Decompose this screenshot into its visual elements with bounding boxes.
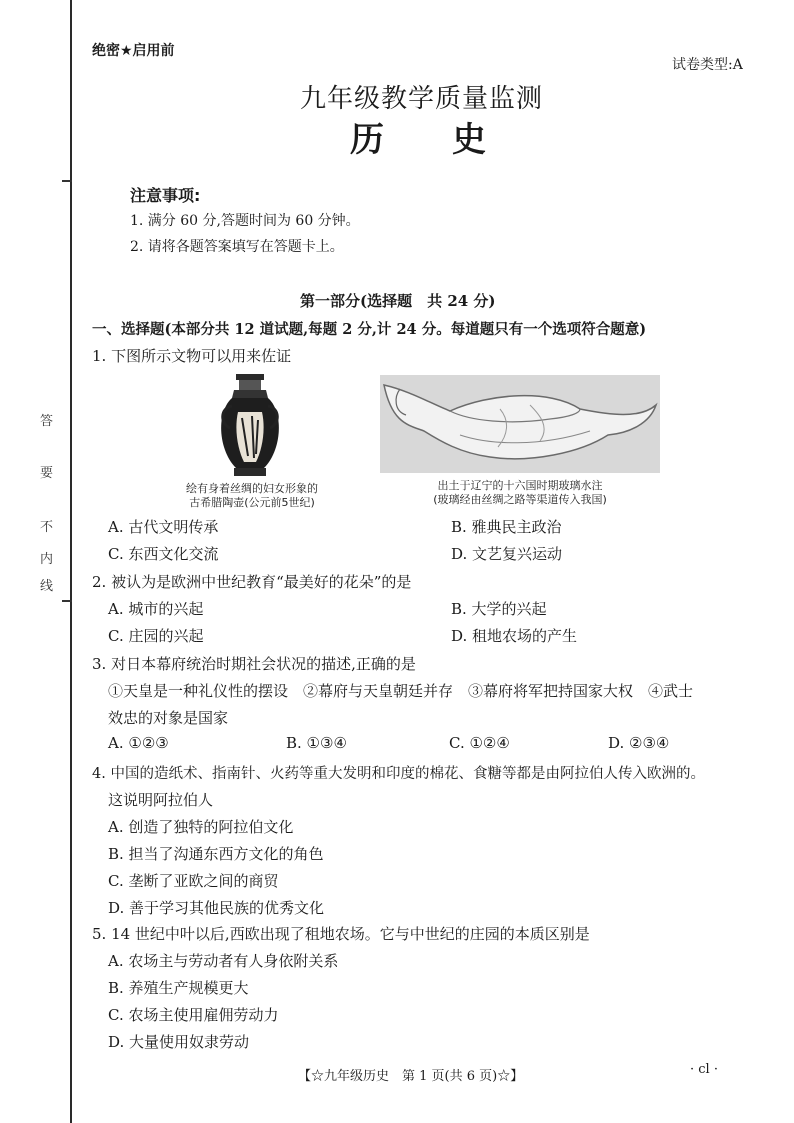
q4-option-d[interactable]: D. 善于学习其他民族的优秀文化 <box>108 899 325 917</box>
question-3-statements-cont: 效忠的对象是国家 <box>108 709 229 727</box>
q4-option-a[interactable]: A. 创造了独特的阿拉伯文化 <box>108 818 294 836</box>
q4-option-c[interactable]: C. 垄断了亚欧之间的商贸 <box>108 872 279 890</box>
note-item: 1. 满分 60 分,答题时间为 60 分钟。 <box>130 213 360 229</box>
greek-vase-image <box>212 372 288 478</box>
q3-option-a[interactable]: A. ①②③ <box>108 734 169 752</box>
question-5-stem: 5. 14 世纪中叶以后,西欧出现了租地农场。它与中世纪的庄园的本质区别是 <box>92 925 590 943</box>
caption-glass-line1: 出土于辽宁的十六国时期玻璃水注 <box>437 479 603 492</box>
exam-title: 九年级教学质量监测 <box>300 84 544 114</box>
margin-char: 内 <box>40 552 54 567</box>
question-4-stem-cont: 这说明阿拉伯人 <box>108 791 214 809</box>
margin-tick <box>62 600 72 602</box>
paper-code: · cl · <box>690 1062 718 1077</box>
q2-option-a[interactable]: A. 城市的兴起 <box>108 600 204 618</box>
margin-char: 不 <box>40 520 54 535</box>
caption-vase-line2: 古希腊陶壶(公元前5世纪) <box>189 496 315 509</box>
caption-vase-line1: 绘有身着丝绸的妇女形象的 <box>186 482 318 495</box>
glass-vessel-image <box>380 375 660 473</box>
binding-line <box>70 0 72 1123</box>
q1-option-c[interactable]: C. 东西文化交流 <box>108 545 219 563</box>
secret-label: 绝密★启用前 <box>92 43 175 59</box>
q1-option-a[interactable]: A. 古代文明传承 <box>108 518 219 536</box>
q1-option-d[interactable]: D. 文艺复兴运动 <box>451 545 563 563</box>
q5-option-c[interactable]: C. 农场主使用雇佣劳动力 <box>108 1006 279 1024</box>
section-heading: 一、选择题(本部分共 12 道试题,每题 2 分,计 24 分。每道题只有一个选项符合题意) <box>92 321 647 338</box>
q5-option-d[interactable]: D. 大量使用奴隶劳动 <box>108 1033 250 1051</box>
q3-option-c[interactable]: C. ①②④ <box>449 734 510 752</box>
q3-option-b[interactable]: B. ①③④ <box>286 734 347 752</box>
question-2-stem: 2. 被认为是欧洲中世纪教育“最美好的花朵”的是 <box>92 573 412 591</box>
q2-option-b[interactable]: B. 大学的兴起 <box>451 600 547 618</box>
q4-option-b[interactable]: B. 担当了沟通东西方文化的角色 <box>108 845 324 863</box>
q5-option-b[interactable]: B. 养殖生产规模更大 <box>108 979 249 997</box>
q2-option-c[interactable]: C. 庄园的兴起 <box>108 627 204 645</box>
subject-title: 历 史 <box>350 120 486 160</box>
note-item: 2. 请将各题答案填写在答题卡上。 <box>130 239 344 255</box>
margin-tick <box>62 180 72 182</box>
q2-option-d[interactable]: D. 租地农场的产生 <box>451 627 578 645</box>
question-4-stem: 4. 中国的造纸术、指南针、火药等重大发明和印度的棉花、食糖等都是由阿拉伯人传入欧洲的。 <box>92 766 705 782</box>
margin-char: 线 <box>40 579 54 594</box>
margin-char: 要 <box>40 466 54 481</box>
q1-option-b[interactable]: B. 雅典民主政治 <box>451 518 562 536</box>
page-footer: 【☆九年级历史 第 1 页(共 6 页)☆】 <box>298 1069 524 1084</box>
part-title: 第一部分(选择题 共 24 分) <box>300 292 496 310</box>
question-3-stem: 3. 对日本幕府统治时期社会状况的描述,正确的是 <box>92 655 416 673</box>
question-3-statements: ①天皇是一种礼仪性的摆设 ②幕府与天皇朝廷并存 ③幕府将军把持国家大权 ④武士 <box>108 682 694 700</box>
question-1-stem: 1. 下图所示文物可以用来佐证 <box>92 347 292 365</box>
margin-char: 答 <box>40 414 54 429</box>
q3-option-d[interactable]: D. ②③④ <box>608 734 670 752</box>
notes-heading: 注意事项: <box>130 186 201 205</box>
q5-option-a[interactable]: A. 农场主与劳动者有人身依附关系 <box>108 952 339 970</box>
paper-type: 试卷类型:A <box>672 57 743 73</box>
caption-glass-line2: (玻璃经由丝绸之路等渠道传入我国) <box>433 493 607 506</box>
